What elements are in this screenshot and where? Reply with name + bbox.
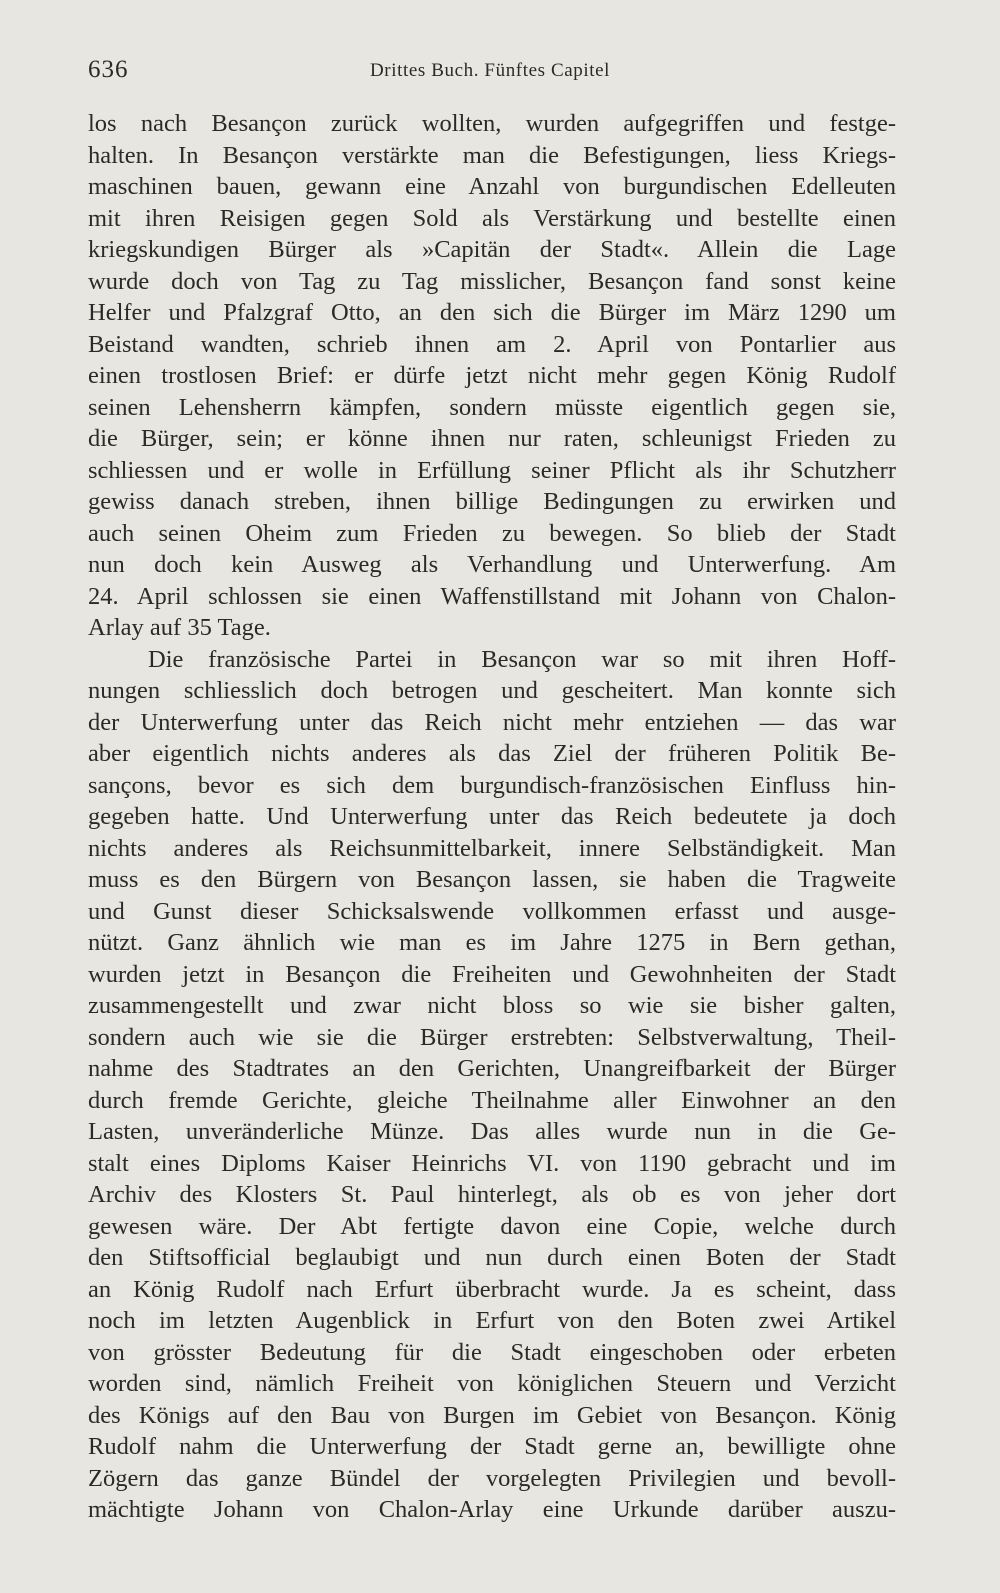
text-line: Lasten, unveränderliche Münze. Das alles wurde nun in die Ge- (88, 1118, 896, 1145)
text-line: einen trostlosen Brief: er dürfe jetzt nicht mehr gegen König Rudolf (88, 362, 896, 389)
text-line: nichts anderes als Reichsunmittelbarkeit, innere Selbständigkeit. Man (88, 834, 896, 862)
text-line: an König Rudolf nach Erfurt überbracht wurde. Ja es scheint, dass (88, 1275, 896, 1303)
text-line: nützt. Ganz ähnlich wie man es im Jahre 1275 in Bern gethan, (88, 929, 896, 956)
text-line: nungen schliesslich doch betrogen und gescheitert. Man konnte sich (88, 677, 896, 704)
text-line: Beistand wandten, schrieb ihnen am 2. April von Pontarlier aus (88, 330, 896, 358)
paragraph-end-line: Arlay auf 35 Tage. (88, 614, 271, 641)
text-line: wurde doch von Tag zu Tag misslicher, Besançon fand sonst keine (88, 267, 896, 295)
body-text (88, 108, 896, 1526)
text-line: los nach Besançon zurück wollten, wurden aufgegriffen und festge- (88, 110, 896, 137)
text-line: schliessen und er wolle in Erfüllung seiner Pflicht als ihr Schutzherr (88, 456, 896, 484)
text-line: Rudolf nahm die Unterwerfung der Stadt gerne an, bewilligte ohne (88, 1433, 896, 1460)
text-line: aber eigentlich nichts anderes als das Ziel der früheren Politik Be- (88, 740, 896, 767)
text-line: noch im letzten Augenblick in Erfurt von den Boten zwei Artikel (88, 1307, 896, 1334)
text-line: der Unterwerfung unter das Reich nicht mehr entziehen — das war (88, 708, 896, 736)
text-line: 24. April schlossen sie einen Waffenstillstand mit Johann von Chalon- (88, 582, 896, 610)
text-line: kriegskundigen Bürger als »Capitän der Stadt«. Allein die Lage (88, 236, 896, 263)
text-line: gewiss danach streben, ihnen billige Bedingungen zu erwirken und (88, 488, 896, 515)
text-line: auch seinen Oheim zum Frieden zu bewegen. So blieb der Stadt (88, 519, 896, 547)
text-line: muss es den Bürgern von Besançon lassen, sie haben die Tragweite (88, 866, 896, 893)
text-line: gegeben hatte. Und Unterwerfung unter das Reich bedeutete ja doch (88, 803, 896, 830)
text-line: seinen Lehensherrn kämpfen, sondern müsste eigentlich gegen sie, (88, 393, 896, 421)
text-line: sondern auch wie sie die Bürger erstrebten: Selbstverwaltung, Theil- (88, 1023, 896, 1051)
text-line: und Gunst dieser Schicksalswende vollkommen erfasst und ausge- (88, 897, 896, 925)
text-line: des Königs auf den Bau von Burgen im Gebiet von Besançon. König (88, 1401, 896, 1429)
text-line: mit ihren Reisigen gegen Sold als Verstärkung und bestellte einen (88, 204, 896, 232)
text-line: stalt eines Diploms Kaiser Heinrichs VI. von 1190 gebracht und im (88, 1149, 896, 1177)
text-line: zusammengestellt und zwar nicht bloss so wie sie bisher galten, (88, 992, 896, 1019)
page-header (88, 56, 892, 90)
text-line: nun doch kein Ausweg als Verhandlung und Unterwerfung. Am (88, 551, 896, 578)
running-head: Drittes Buch. Fünftes Capitel (369, 60, 611, 81)
text-line: Zögern das ganze Bündel der vorgelegten Privilegien und bevoll- (88, 1464, 896, 1492)
page-number: 636 (88, 56, 129, 83)
paragraph-start-line: Die französische Partei in Besançon war so mit ihren Hoff- (148, 645, 896, 673)
text-line: sançons, bevor es sich dem burgundisch-französischen Einfluss hin- (88, 771, 896, 799)
text-line: halten. In Besançon verstärkte man die Befestigungen, liess Kriegs- (88, 141, 896, 169)
text-line: maschinen bauen, gewann eine Anzahl von burgundischen Edelleuten (88, 173, 896, 200)
text-line: den Stiftsofficial beglaubigt und nun durch einen Boten der Stadt (88, 1244, 896, 1271)
text-line: nahme des Stadtrates an den Gerichten, Unangreifbarkeit der Bürger (88, 1055, 896, 1082)
text-line: gewesen wäre. Der Abt fertigte davon eine Copie, welche durch (88, 1212, 896, 1240)
text-line: wurden jetzt in Besançon die Freiheiten und Gewohnheiten der Stadt (88, 960, 896, 988)
text-line: durch fremde Gerichte, gleiche Theilnahme aller Einwohner an den (88, 1086, 896, 1114)
text-line: die Bürger, sein; er könne ihnen nur raten, schleunigst Frieden zu (88, 425, 896, 452)
text-line: worden sind, nämlich Freiheit von königlichen Steuern und Verzicht (88, 1370, 896, 1397)
text-line: mächtigte Johann von Chalon-Arlay eine Urkunde darüber auszu- (88, 1496, 896, 1523)
text-line: Helfer und Pfalzgraf Otto, an den sich die Bürger im März 1290 um (88, 299, 896, 326)
text-line: von grösster Bedeutung für die Stadt eingeschoben oder erbeten (88, 1338, 896, 1366)
text-line: Archiv des Klosters St. Paul hinterlegt, als ob es von jeher dort (88, 1181, 896, 1208)
